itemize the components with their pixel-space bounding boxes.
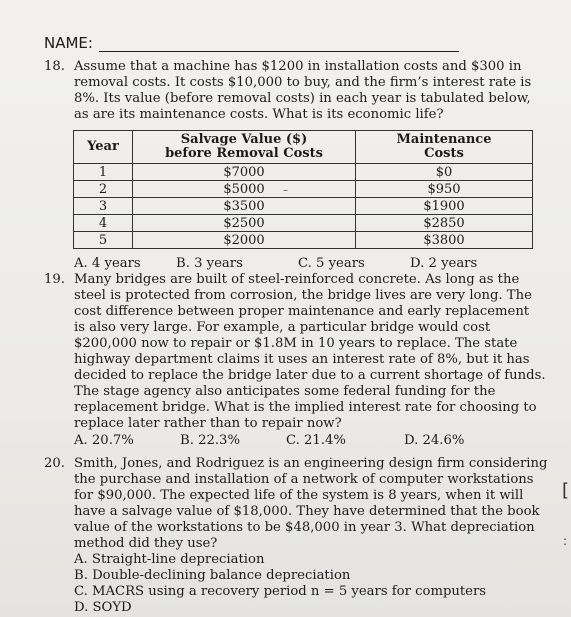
text-line: as are its maintenance costs. What is its economic life? — [74, 107, 444, 122]
table-row: 1 $7000 $0 — [74, 164, 533, 181]
text-line: cost difference between proper maintenance and early replacement — [74, 304, 530, 319]
page-edge-mark: : — [563, 534, 568, 548]
table-row: 2 $5000 $950 — [74, 181, 533, 198]
text-line: The stage agency also anticipates some federal funding for the — [74, 384, 496, 399]
question-number: 19. — [44, 272, 65, 287]
text-line: $200,000 now to repair or $1.8M in 10 years to replace. The state — [74, 336, 518, 351]
text-line: have a salvage value of $18,000. They have determined that the book — [74, 504, 540, 519]
question-18 — [44, 59, 564, 123]
table-header-row — [74, 131, 533, 164]
text-line: removal costs. It costs $10,000 to buy, and the firm’s interest rate is — [74, 75, 532, 90]
text-line: replacement bridge. What is the implied interest rate for choosing to — [74, 400, 537, 415]
stray-mark: – — [283, 185, 288, 196]
choice-d[interactable]: D. 24.6% — [404, 433, 465, 448]
name-blank-line[interactable] — [99, 37, 459, 52]
choice-a[interactable]: A. 4 years — [74, 256, 141, 271]
text-line: Assume that a machine has $1200 in installation costs and $300 in — [74, 59, 522, 74]
question-number: 18. — [44, 59, 65, 74]
question-20 — [44, 456, 564, 616]
machine-cost-table — [73, 130, 533, 249]
page-edge-mark: [ — [562, 480, 570, 501]
choice-d[interactable]: D. 2 years — [410, 256, 478, 271]
text-line: decided to replace the bridge later due to a current shortage of funds. — [74, 368, 546, 383]
header-salvage: Salvage Value ($) before Removal Costs — [133, 131, 356, 164]
choice-b[interactable]: B. Double-declining balance depreciation — [74, 568, 351, 583]
text-line: highway department claims it uses an interest rate of 8%, but it has — [74, 352, 530, 367]
table-row: 5 $2000 $3800 — [74, 232, 533, 249]
question-text — [74, 272, 564, 432]
choice-b[interactable]: B. 3 years — [176, 256, 243, 271]
text-line: 8%. Its value (before removal costs) in each year is tabulated below, — [74, 91, 531, 106]
question-number: 20. — [44, 456, 65, 471]
text-line: Smith, Jones, and Rodriguez is an engineering design firm considering — [74, 456, 548, 471]
question-text — [74, 456, 564, 552]
text-line: is also very large. For example, a particular bridge would cost — [74, 320, 491, 335]
choice-b[interactable]: B. 22.3% — [180, 433, 240, 448]
text-line: value of the workstations to be $48,000 in year 3. What depreciation — [74, 520, 535, 535]
question-18-choices — [74, 256, 554, 272]
header-maintenance: Maintenance Costs — [356, 131, 533, 164]
question-20-choices — [44, 552, 564, 616]
choice-c[interactable]: C. MACRS using a recovery period n = 5 years for computers — [74, 584, 487, 599]
text-line: steel is protected from corrosion, the bridge lives are very long. The — [74, 288, 532, 303]
question-text — [74, 59, 564, 123]
question-19 — [44, 272, 564, 449]
question-19-choices — [74, 433, 564, 449]
choice-c[interactable]: C. 5 years — [298, 256, 365, 271]
text-line: method did they use? — [74, 536, 218, 551]
text-line: for $90,000. The expected life of the system is 8 years, when it will — [74, 488, 524, 503]
name-label: NAME: — [44, 34, 93, 52]
table-row: 4 $2500 $2850 — [74, 215, 533, 232]
text-line: the purchase and installation of a network of computer workstations — [74, 472, 534, 487]
choice-a[interactable]: A. Straight-line depreciation — [74, 552, 265, 567]
name-field — [44, 34, 459, 52]
text-line: Many bridges are built of steel-reinforced concrete. As long as the — [74, 272, 520, 287]
choice-a[interactable]: A. 20.7% — [74, 433, 134, 448]
choice-c[interactable]: C. 21.4% — [286, 433, 346, 448]
text-line: replace later rather than to repair now? — [74, 416, 342, 431]
table-row: 3 $3500 $1900 — [74, 198, 533, 215]
choice-d[interactable]: D. SOYD — [74, 600, 132, 615]
header-year: Year — [74, 131, 133, 164]
